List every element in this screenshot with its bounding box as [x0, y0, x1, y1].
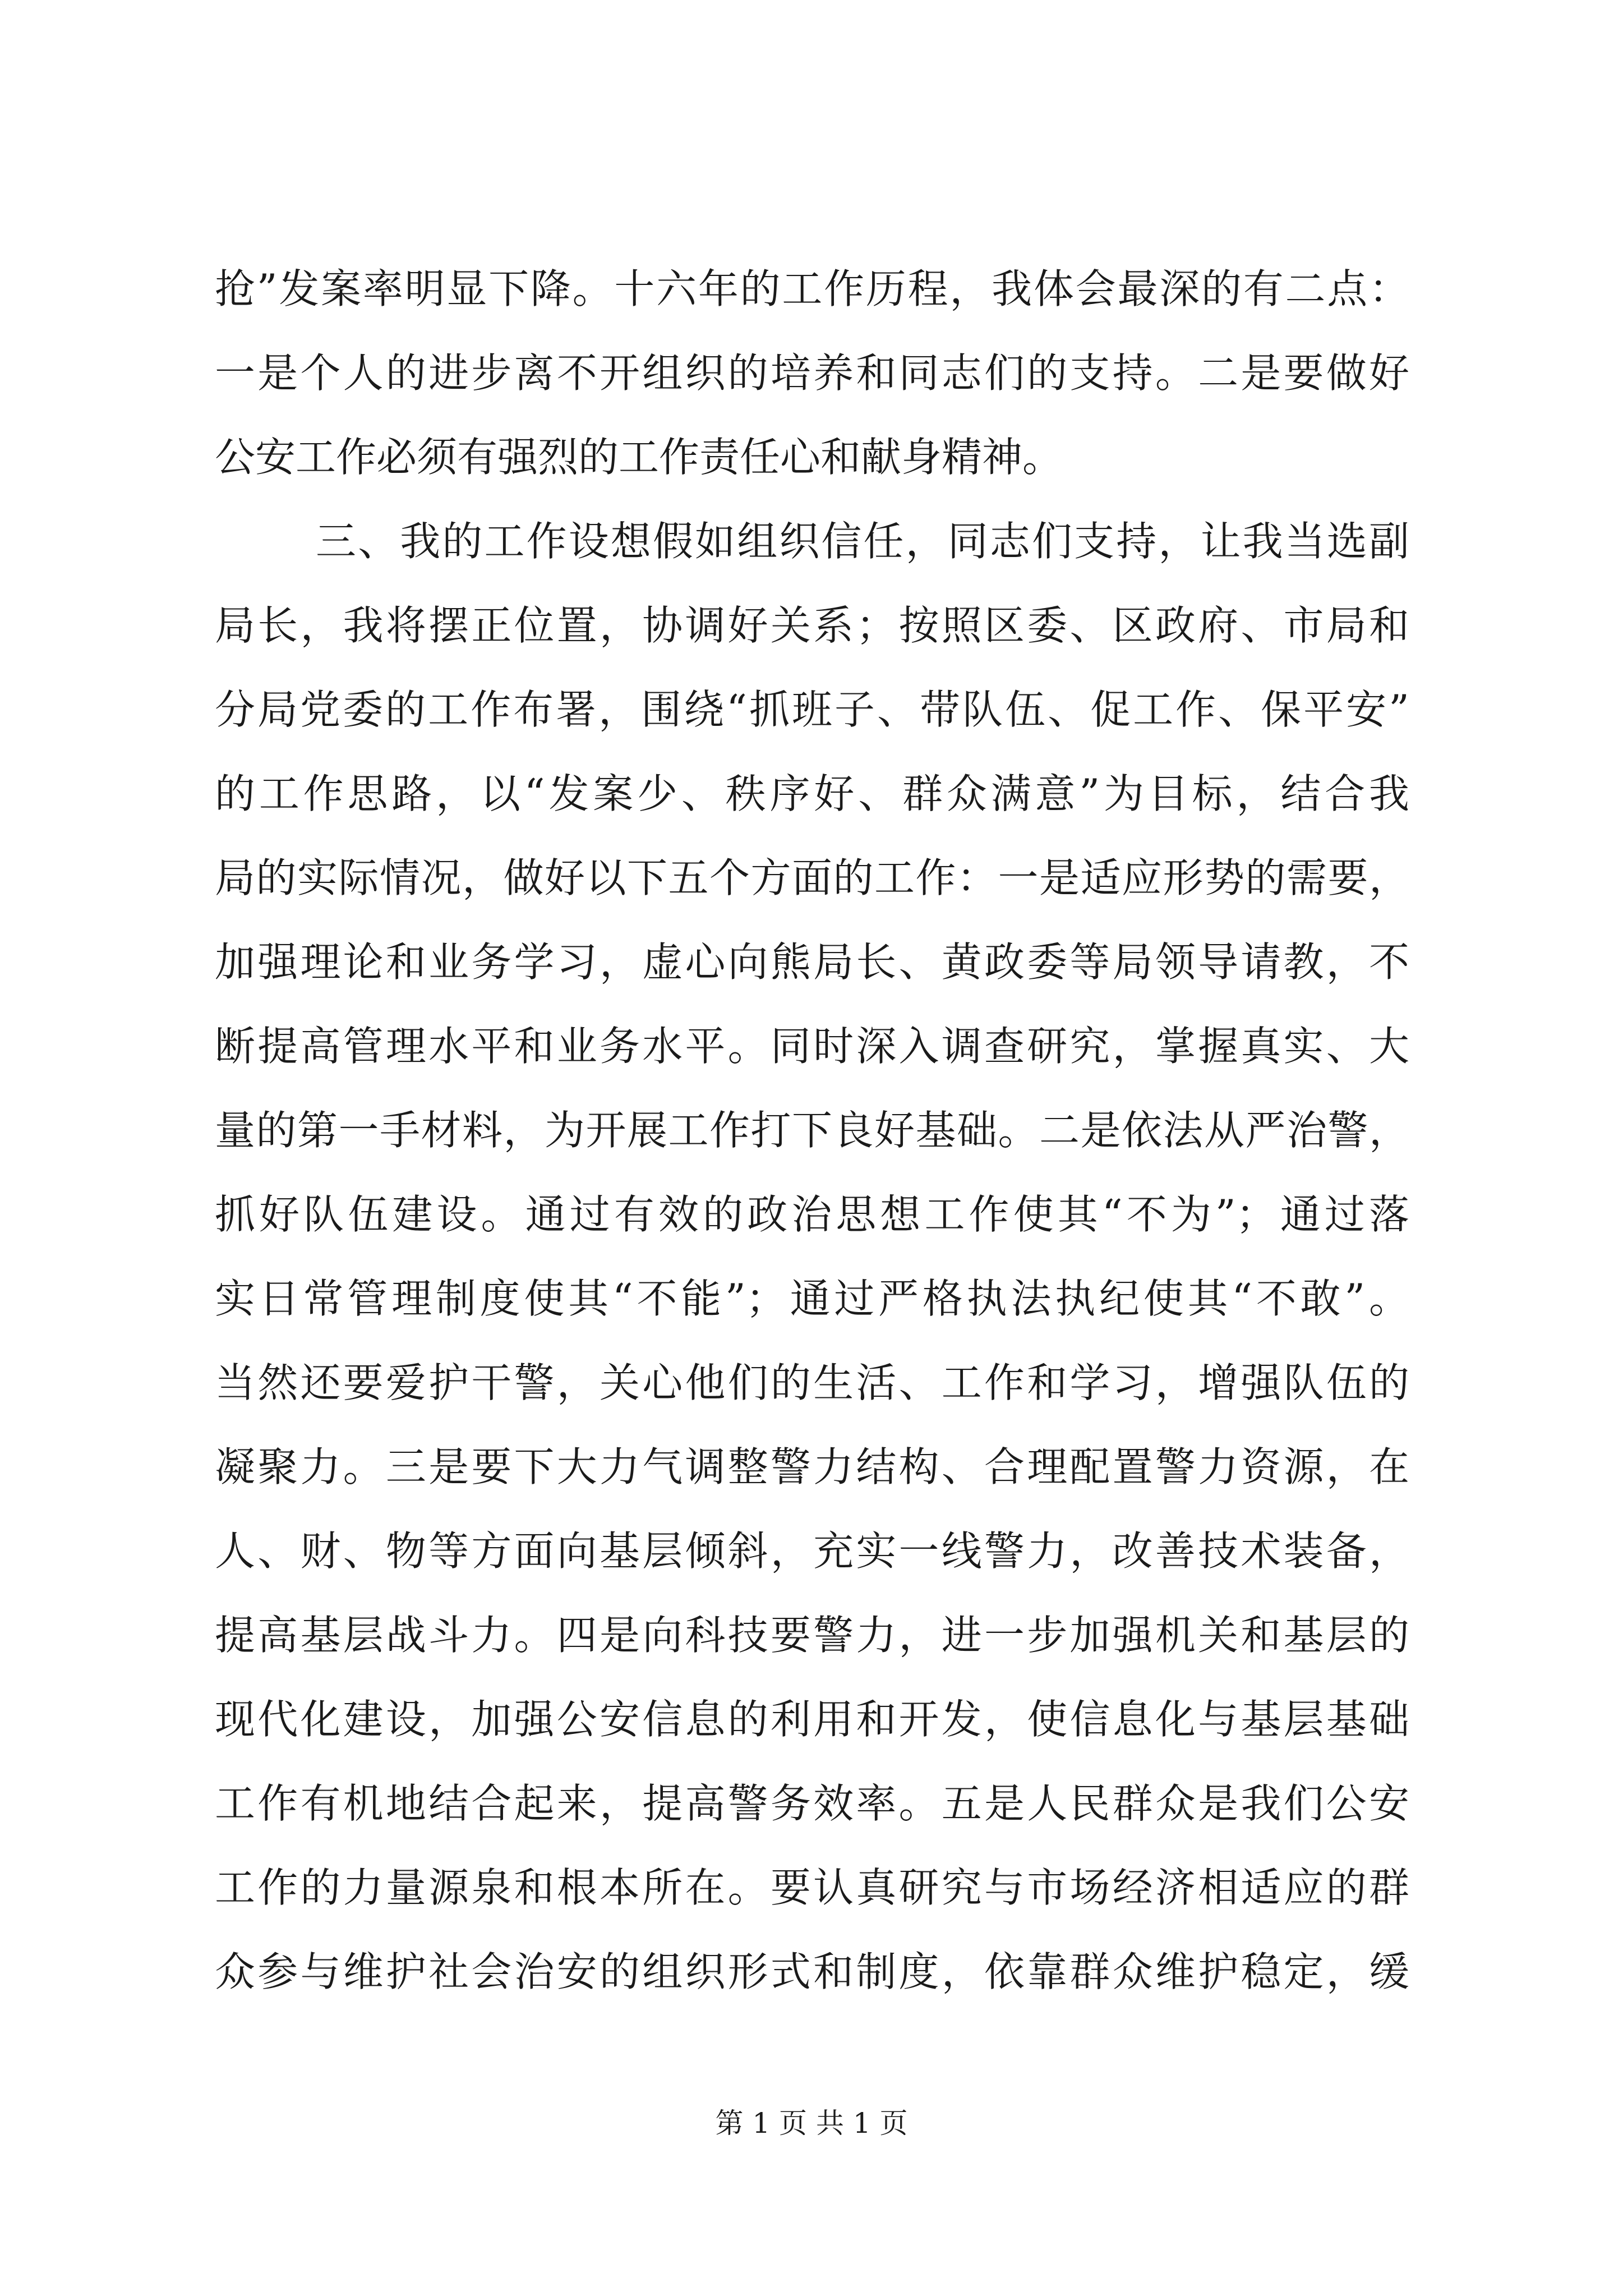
- text-line: 抢”发案率明显下降。十六年的工作历程，我体会最深的有二点：: [215, 265, 1409, 312]
- page-number-footer: 第 1 页 共 1 页: [715, 2107, 908, 2139]
- text-line: 的工作思路，以“发案少、秩序好、群众满意”为目标，结合我: [215, 770, 1409, 817]
- text-line: 实日常管理制度使其“不能”；通过严格执法执纪使其“不敢”。: [215, 1275, 1409, 1322]
- text-line: 公安工作必须有强烈的工作责任心和献身精神。: [215, 434, 1063, 481]
- text-line: 众参与维护社会治安的组织形式和制度，依靠群众维护稳定，缓: [215, 1948, 1409, 1995]
- text-line: 抓好队伍建设。通过有效的政治思想工作使其“不为”；通过落: [215, 1191, 1409, 1238]
- text-line: 一是个人的进步离不开组织的培养和同志们的支持。二是要做好: [215, 349, 1409, 397]
- text-line: 断提高管理水平和业务水平。同时深入调查研究，掌握真实、大: [215, 1023, 1409, 1070]
- text-line: 提高基层战斗力。四是向科技要警力，进一步加强机关和基层的: [215, 1612, 1409, 1659]
- text-line: 量的第一手材料，为开展工作打下良好基础。二是依法从严治警，: [215, 1107, 1409, 1154]
- text-line: 现代化建设，加强公安信息的利用和开发，使信息化与基层基础: [215, 1696, 1409, 1743]
- text-line: 当然还要爱护干警，关心他们的生活、工作和学习，增强队伍的: [215, 1359, 1409, 1406]
- text-line: 凝聚力。三是要下大力气调整警力结构、合理配置警力资源，在: [215, 1443, 1409, 1490]
- text-line: 加强理论和业务学习，虚心向熊局长、黄政委等局领导请教，不: [215, 938, 1409, 986]
- text-line: 局的实际情况，做好以下五个方面的工作：一是适应形势的需要，: [215, 854, 1409, 901]
- document-body: [215, 247, 1409, 2014]
- text-line: 分局党委的工作布署，围绕“抓班子、带队伍、促工作、保平安”: [215, 686, 1409, 733]
- text-line: 工作的力量源泉和根本所在。要认真研究与市场经济相适应的群: [215, 1864, 1409, 1911]
- text-line: 三、我的工作设想假如组织信任，同志们支持，让我当选副: [316, 518, 1409, 565]
- text-line: 人、财、物等方面向基层倾斜，充实一线警力，改善技术装备，: [215, 1527, 1409, 1575]
- text-line: 局长，我将摆正位置，协调好关系；按照区委、区政府、市局和: [215, 602, 1409, 649]
- text-line: 工作有机地结合起来，提高警务效率。五是人民群众是我们公安: [215, 1780, 1409, 1827]
